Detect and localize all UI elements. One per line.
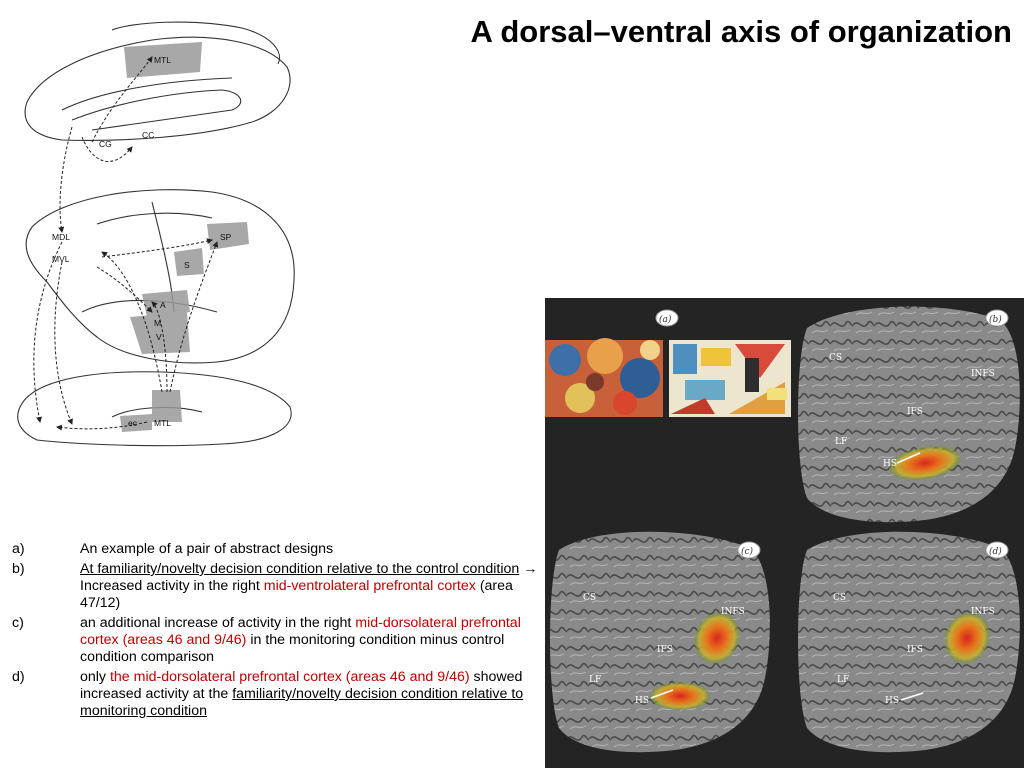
caption-item bbox=[12, 561, 540, 612]
caption-item bbox=[12, 669, 540, 720]
caption-label: c) bbox=[12, 615, 24, 631]
panel-label-a: (a) bbox=[659, 315, 672, 325]
caption-text: → Increased activity in the right bbox=[80, 561, 538, 594]
caption-text: showed increased activity at the bbox=[80, 669, 523, 702]
brain-label-infs: INFS bbox=[971, 607, 995, 617]
panel-d bbox=[798, 532, 1020, 752]
panel-label-c: (c) bbox=[741, 547, 754, 557]
label-m: M bbox=[154, 318, 162, 328]
caption-item bbox=[12, 615, 540, 666]
brain-label-cs: CS bbox=[829, 353, 843, 363]
caption-text: an additional increase of activity in the right bbox=[80, 615, 356, 631]
abstract-design-right bbox=[669, 340, 791, 417]
caption-text: in the monitoring condition minus control condition comparison bbox=[80, 632, 505, 665]
caption-item bbox=[12, 541, 540, 558]
panel-label-d: (d) bbox=[989, 547, 1002, 557]
caption-label: b) bbox=[12, 561, 25, 577]
brain-label-hs: HS bbox=[635, 696, 650, 706]
brain-label-lf: LF bbox=[589, 675, 602, 685]
panel-label-b: (b) bbox=[989, 315, 1002, 325]
brain-connectivity-diagram bbox=[2, 12, 302, 452]
brain-label-cs: CS bbox=[833, 593, 847, 603]
label-mtl-bottom: MTL bbox=[154, 418, 171, 428]
brain-label-ifs: IFS bbox=[907, 645, 923, 655]
caption-text: An example of a pair of abstract designs bbox=[80, 541, 334, 557]
brain-label-lf: LF bbox=[835, 437, 848, 447]
brain-figure-panels bbox=[545, 298, 1024, 768]
caption-text-red: mid-dorsolateral prefrontal cortex (areas 46 and 9/46) bbox=[80, 615, 521, 648]
label-ec: ec bbox=[128, 418, 137, 428]
caption-text-underlined: familiarity/novelty decision condition relative to monitoring condition bbox=[80, 686, 524, 719]
label-a: A bbox=[160, 300, 166, 310]
brain-label-lf: LF bbox=[837, 675, 850, 685]
abstract-design-left bbox=[545, 338, 663, 417]
caption-label: d) bbox=[12, 669, 25, 685]
label-v: V bbox=[156, 332, 162, 342]
label-sp: SP bbox=[220, 232, 232, 242]
panel-c bbox=[550, 532, 770, 752]
caption-list bbox=[12, 541, 540, 723]
panel-a bbox=[545, 310, 791, 417]
brain-label-hs: HS bbox=[883, 459, 898, 469]
brain-label-infs: INFS bbox=[721, 607, 745, 617]
label-mdl: MDL bbox=[52, 232, 70, 242]
label-mvl: MVL bbox=[52, 254, 70, 264]
caption-label: a) bbox=[12, 541, 25, 557]
label-s: S bbox=[184, 260, 190, 270]
caption-text-red: the mid-dorsolateral prefrontal cortex (areas 46 and 9/46) bbox=[109, 669, 470, 685]
caption-text-red: mid-ventrolateral prefrontal cortex bbox=[263, 578, 476, 594]
caption-text: (area 47/12) bbox=[80, 578, 513, 611]
brain-label-ifs: IFS bbox=[907, 407, 923, 417]
brain-label-cs: CS bbox=[583, 593, 597, 603]
panel-b bbox=[798, 307, 1020, 523]
brain-label-ifs: IFS bbox=[657, 645, 673, 655]
label-cg: CG bbox=[99, 139, 112, 149]
slide-title: A dorsal–ventral axis of organization bbox=[470, 14, 1012, 49]
brain-label-infs: INFS bbox=[971, 369, 995, 379]
caption-text-underlined: At familiarity/novelty decision condition relative to the control condition bbox=[80, 561, 520, 577]
label-cc: CC bbox=[142, 130, 155, 140]
caption-text: only bbox=[80, 669, 110, 685]
brain-label-hs: HS bbox=[885, 696, 900, 706]
label-mtl-top: MTL bbox=[154, 55, 171, 65]
